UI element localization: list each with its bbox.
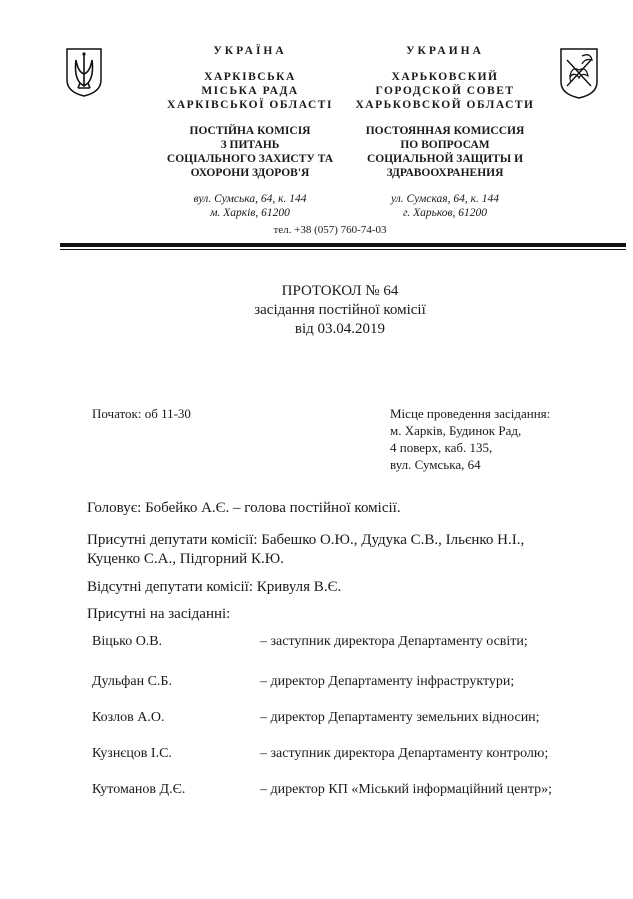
header-divider-thick — [60, 243, 626, 247]
attendee-name: Козлов А.О. — [92, 710, 165, 725]
absent-deputies-line: Відсутні депутати комісії: Кривуля В.Є. — [87, 579, 342, 595]
attendee-name: Дульфан С.Б. — [92, 674, 172, 689]
attendee-role: – заступник директора Департаменту освіти; — [260, 634, 528, 649]
address-line-2: м. Харків, 61200 — [210, 207, 290, 219]
council-line-1: ХАРЬКОВСКИЙ — [391, 71, 499, 83]
protocol-subtitle: засідання постійної комісії — [254, 302, 426, 318]
protocol-date: від 03.04.2019 — [294, 321, 386, 337]
phone-number: тел. +38 (057) 760-74-03 — [273, 224, 387, 236]
commission-line-1: ПОСТІЙНА КОМІСІЯ — [189, 125, 311, 137]
commission-line-3: СОЦІАЛЬНОГО ЗАХИСТУ ТА — [166, 153, 334, 165]
council-line-1: ХАРКІВСЬКА — [204, 71, 296, 83]
country-name-ru: УКРАИНА — [406, 45, 484, 57]
commission-name-ua — [130, 124, 370, 180]
protocol-title: ПРОТОКОЛ № 64 — [281, 283, 399, 299]
address-line-2: г. Харьков, 61200 — [402, 207, 488, 219]
commission-line-3: СОЦИАЛЬНОЙ ЗАЩИТЫ И — [366, 153, 524, 165]
address-ru — [345, 192, 545, 220]
attendee-role: – директор КП «Міський інформаційний центр»; — [260, 782, 552, 797]
council-line-2: ГОРОДСКОЙ СОВЕТ — [375, 85, 515, 97]
attendee-name: Кузнєцов І.С. — [92, 746, 172, 761]
address-ua — [140, 192, 360, 220]
ukraine-trident-emblem-icon — [64, 46, 104, 98]
present-deputies-line-2: Куценко С.А., Підгорний К.Ю. — [87, 551, 284, 567]
attendee-name: Віцько О.В. — [92, 634, 163, 649]
commission-line-4: ОХОРОНИ ЗДОРОВ'Я — [190, 167, 310, 179]
address-line-1: ул. Сумская, 64, к. 144 — [390, 193, 500, 205]
council-name-ru — [325, 70, 565, 112]
attendee-name: Кутоманов Д.Є. — [92, 782, 186, 797]
attendee-role: – директор Департаменту інфраструктури; — [260, 674, 515, 689]
address-line-1: вул. Сумська, 64, к. 144 — [193, 193, 307, 205]
header-divider-thin — [60, 249, 626, 250]
council-line-3: ХАРЬКОВСКОЙ ОБЛАСТИ — [355, 99, 535, 111]
meeting-location — [390, 405, 620, 473]
location-line-1: Місце проведення засідання: — [390, 406, 551, 421]
commission-name-ru — [335, 124, 555, 180]
country-name-ua: УКРАЇНА — [213, 45, 287, 57]
commission-line-1: ПОСТОЯННАЯ КОМИССИЯ — [365, 125, 525, 137]
meeting-start: Початок: об 11-30 — [92, 406, 191, 421]
council-line-2: МІСЬКА РАДА — [201, 85, 299, 97]
chair-line: Головує: Бобейко А.Є. – голова постійної комісії. — [87, 500, 401, 516]
attendees-heading: Присутні на засіданні: — [87, 606, 231, 622]
present-deputies-line-1: Присутні депутати комісії: Бабешко О.Ю., Дудука С.В., Ільєнко Н.І., — [87, 532, 525, 548]
location-line-2: м. Харків, Будинок Рад, — [390, 423, 522, 438]
commission-line-2: З ПИТАНЬ — [220, 139, 280, 151]
commission-line-4: ЗДРАВООХРАНЕНИЯ — [386, 167, 504, 179]
attendee-role: – заступник директора Департаменту контролю; — [260, 746, 549, 761]
council-line-3: ХАРКІВСЬКОЇ ОБЛАСТІ — [167, 99, 333, 111]
location-line-4: вул. Сумська, 64 — [390, 457, 481, 472]
protocol-title-block — [180, 282, 500, 339]
commission-line-2: ПО ВОПРОСАМ — [400, 139, 490, 151]
attendee-role: – директор Департаменту земельних відносин; — [260, 710, 540, 725]
location-line-3: 4 поверх, каб. 135, — [390, 440, 493, 455]
